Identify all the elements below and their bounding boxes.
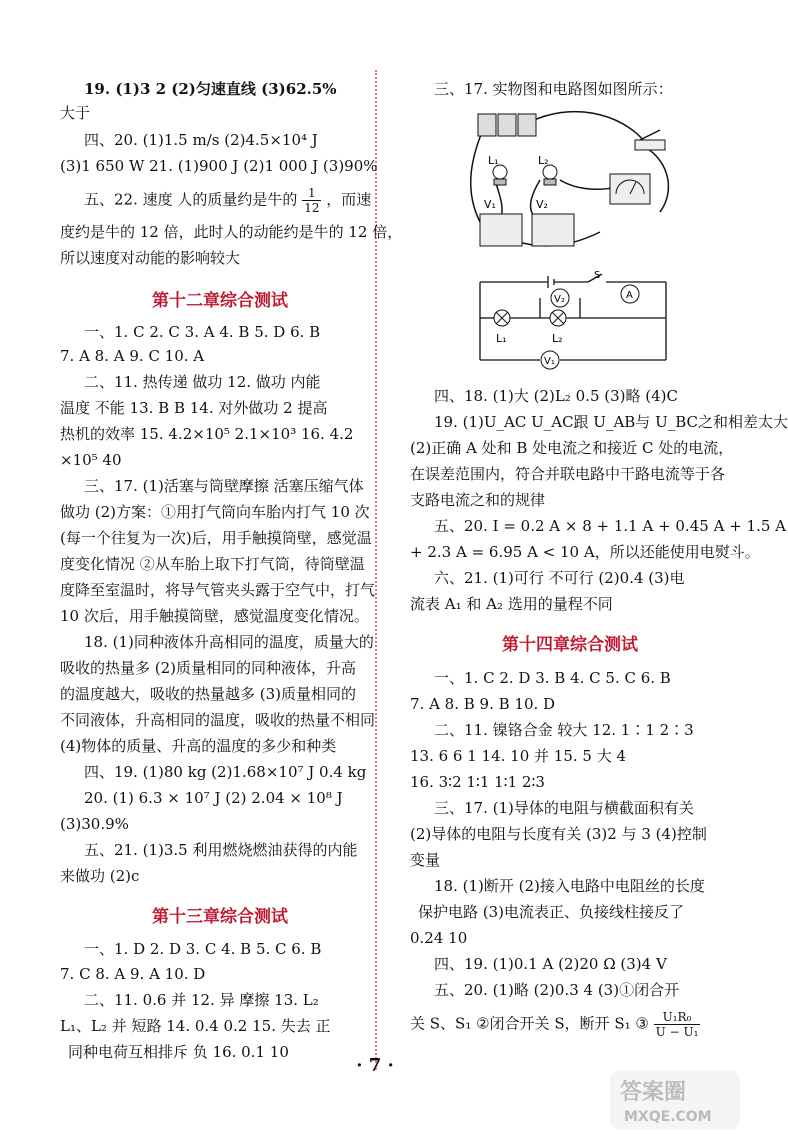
answer-line: 支路电流之和的规律 <box>410 491 546 509</box>
watermark-logo <box>610 1071 740 1129</box>
answer-line: 四、18. (1)大 (2)L₂ 0.5 (3)略 (4)C <box>434 387 678 405</box>
answer-line: 度变化情况 ②从车胎上取下打气筒，待筒壁温 <box>60 555 365 573</box>
answer-line: 7. C 8. A 9. A 10. D <box>60 965 206 983</box>
ammeter-drawing <box>610 174 650 204</box>
voltmeter-V1-symbol <box>541 351 559 369</box>
svg-text:MXQE.COM: MXQE.COM <box>624 1109 712 1125</box>
answer-line: 同种电荷互相排斥 负 16. 0.1 10 <box>68 1043 289 1061</box>
lamp-L2-symbol <box>550 310 566 345</box>
switch-label: S <box>594 270 601 281</box>
fraction-denominator: U − U₁ <box>655 1025 699 1039</box>
voltmeter-V1-drawing <box>480 198 522 246</box>
answer-line: 流表 A₁ 和 A₂ 选用的量程不同 <box>410 595 613 613</box>
answer-line: 做功 (2)方案：①用打气筒向车胎内打气 10 次 <box>60 503 370 521</box>
answer-line: 13. 6 6 1 14. 10 并 15. 5 大 4 <box>410 747 627 765</box>
answer-line: 二、11. 镍铬合金 较大 12. 1∶1 2∶3 <box>434 721 694 739</box>
answer-line: 一、1. D 2. D 3. C 4. B 5. C 6. B <box>84 940 322 958</box>
answer-line: 五、21. (1)3.5 利用燃烧燃油获得的内能 <box>84 841 358 859</box>
answer-line-with-fraction <box>410 1010 700 1039</box>
fraction-denominator: 12 <box>304 201 320 215</box>
battery-pack <box>478 114 536 136</box>
answer-line: (2)正确 A 处和 B 处电流之和接近 C 处的电流， <box>410 439 734 457</box>
answer-line: (3)30.9% <box>60 815 129 833</box>
answer-line: 所以速度对动能的影响较大 <box>60 249 241 267</box>
answer-line: 18. (1)断开 (2)接入电路中电阻丝的长度 <box>434 877 705 895</box>
answer-line: 7. A 8. B 9. B 10. D <box>410 695 556 713</box>
answer-line: 三、17. (1)导体的电阻与横截面积有关 <box>434 799 694 817</box>
answer-line: ×10⁵ 40 <box>60 451 122 469</box>
meter-label: V₁ <box>544 356 555 367</box>
answer-line: 16. 3∶2 1∶1 1∶1 2∶3 <box>410 773 545 791</box>
lamp-label: L₂ <box>552 332 563 345</box>
fraction <box>302 186 321 215</box>
answer-line: 温度 不能 13. B B 14. 对外做功 2 提高 <box>60 399 328 417</box>
answer-line: 20. (1) 6.3 × 10⁷ J (2) 2.04 × 10⁸ J <box>84 789 343 807</box>
answer-line: 18. (1)同种液体升高相同的温度，质量大的 <box>84 633 374 651</box>
bulb-label: L₁ <box>488 154 499 167</box>
chapter-heading: 第十四章综合测试 <box>502 635 638 655</box>
wire <box>530 112 645 142</box>
answer-line: 度降至室温时，将导气管夹头露于空气中，打气 <box>60 581 376 599</box>
bulb-L1 <box>488 154 507 185</box>
answer-line: 变量 <box>410 851 441 869</box>
wire <box>471 132 482 222</box>
bulb-label: L₂ <box>538 154 549 167</box>
meter-label: V₂ <box>554 294 565 305</box>
answer-line: 19. (1)U_AC U_AC跟 U_AB与 U_BC之和相差太大 <box>434 413 788 431</box>
answer-line: + 2.3 A = 6.95 A < 10 A，所以还能使用电熨斗。 <box>410 543 760 561</box>
answer-line: (4)物体的质量、升高的温度的多少和种类 <box>60 737 337 755</box>
bulb-L2 <box>538 154 557 185</box>
answer-line: 三、17. 实物图和电路图如图所示： <box>434 80 673 98</box>
answer-text: 关 S、S₁ ②闭合开关 S，断开 S₁ ③ <box>410 1014 649 1033</box>
answer-line: (每一个往复为一次)后，用手触摸筒壁，感觉温 <box>60 529 372 547</box>
chapter-heading: 第十二章综合测试 <box>152 291 288 311</box>
answer-line: 来做功 (2)c <box>60 867 140 885</box>
lamp-label: L₁ <box>496 332 507 345</box>
meter-label: V₂ <box>536 198 548 211</box>
answer-line-with-fraction <box>84 186 371 215</box>
chapter-heading: 第十三章综合测试 <box>152 907 288 927</box>
answer-line: 五、20. I = 0.2 A × 8 + 1.1 A + 0.45 A + 1.5 A <box>434 517 786 535</box>
answer-text: ，而速 <box>326 190 372 209</box>
answer-line: 在误差范围内，符合并联电路中干路电流等于各 <box>410 465 726 483</box>
answer-line: 三、17. (1)活塞与筒壁摩擦 活塞压缩气体 <box>84 477 364 495</box>
answer-line: 一、1. C 2. D 3. B 4. C 5. C 6. B <box>434 669 671 687</box>
answer-line: 吸收的热量多 (2)质量相同的同种液体，升高 <box>60 659 357 677</box>
answer-line: 保护电路 (3)电流表正、负接线柱接反了 <box>418 903 685 921</box>
answer-line: 五、20. (1)略 (2)0.3 4 (3)①闭合开 <box>434 981 680 999</box>
answer-text: 五、22. 速度 人的质量约是牛的 <box>84 190 298 209</box>
meter-label: V₁ <box>484 198 496 211</box>
answer-line: (2)导体的电阻与长度有关 (3)2 与 3 (4)控制 <box>410 825 707 843</box>
answer-line: 四、19. (1)0.1 A (2)20 Ω (3)4 V <box>434 955 667 973</box>
circuit-schematic <box>470 268 680 378</box>
voltmeter-V2-drawing <box>532 198 574 246</box>
answer-line: 大于 <box>60 104 91 122</box>
answer-line: 一、1. C 2. C 3. A 4. B 5. D 6. B <box>84 323 321 341</box>
svg-text:答案圈: 答案圈 <box>620 1080 687 1105</box>
answer-line: 四、20. (1)1.5 m/s (2)4.5×10⁴ J <box>84 131 318 149</box>
fraction <box>654 1010 701 1039</box>
answer-line: 度约是牛的 12 倍，此时人的动能约是牛的 12 倍， <box>60 223 403 241</box>
physical-circuit-drawing <box>460 102 690 262</box>
answer-line: 0.24 10 <box>410 929 468 947</box>
answer-line: 的温度越大，吸收的热量越多 (3)质量相同的 <box>60 685 357 703</box>
switch-drawing <box>635 130 665 150</box>
answer-line: 四、19. (1)80 kg (2)1.68×10⁷ J 0.4 kg <box>84 763 367 781</box>
fraction-numerator: U₁R₀ <box>654 1010 701 1025</box>
lamp-L1-symbol <box>494 310 510 345</box>
answer-line: 19. (1)3 2 (2)匀速直线 (3)62.5% <box>84 80 337 98</box>
ammeter-A-symbol <box>621 285 639 303</box>
answer-line: 二、11. 0.6 并 12. 异 摩擦 13. L₂ <box>84 991 319 1009</box>
answer-line: L₁、L₂ 并 短路 14. 0.4 0.2 15. 失去 正 <box>60 1017 331 1035</box>
answer-line: (3)1 650 W 21. (1)900 J (2)1 000 J (3)90% <box>60 157 378 175</box>
voltmeter-V2-symbol <box>551 289 569 307</box>
answer-line: 二、11. 热传递 做功 12. 做功 内能 <box>84 373 321 391</box>
page-number: · 7 · <box>356 1055 394 1076</box>
meter-label: A <box>626 290 633 301</box>
answer-line: 不同液体，升高相同的温度，吸收的热量不相同 <box>60 711 376 729</box>
answer-line: 六、21. (1)可行 不可行 (2)0.4 (3)电 <box>434 569 685 587</box>
answer-line: 10 次后，用手触摸筒壁，感觉温度变化情况。 <box>60 607 369 625</box>
fraction-numerator: 1 <box>302 186 321 201</box>
answer-line: 7. A 8. A 9. C 10. A <box>60 347 205 365</box>
answer-line: 热机的效率 15. 4.2×10⁵ 2.1×10³ 16. 4.2 <box>60 425 354 443</box>
